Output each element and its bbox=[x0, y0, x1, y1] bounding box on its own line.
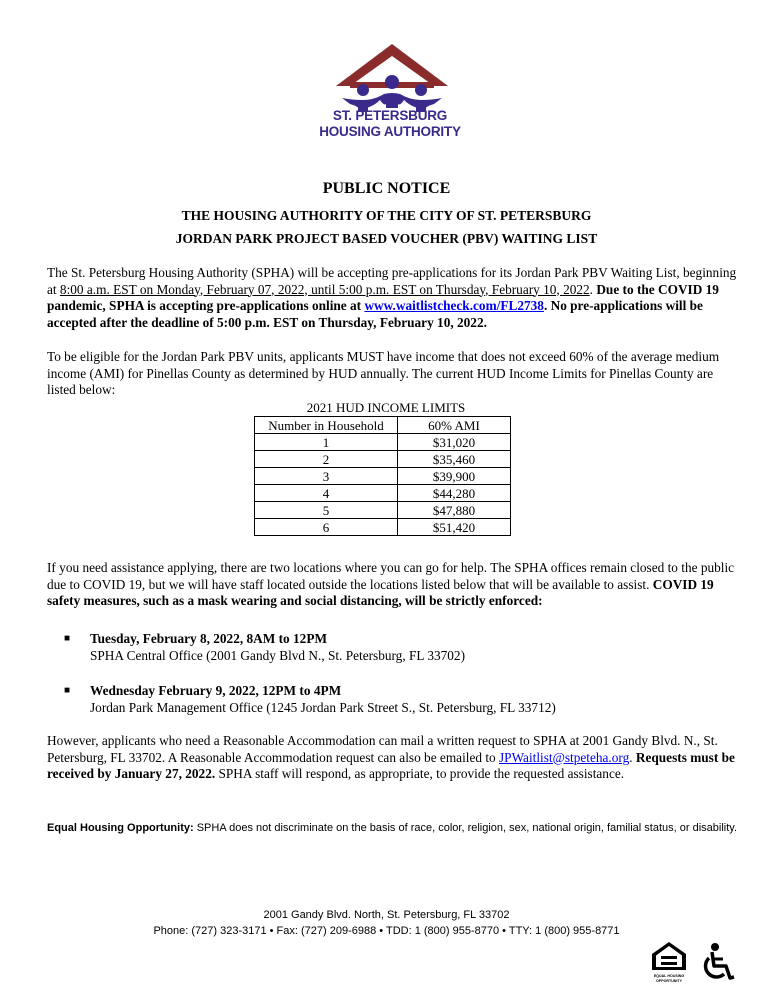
assistance-text: If you need assistance applying, there are two locations where you can go for help. The SPHA offices remain closed to the public due to COVID 19, but we will have staff located outside the locations listed below that will be available to assist. bbox=[47, 560, 735, 592]
location-when: Tuesday, February 8, 2022, 8AM to 12PM bbox=[90, 631, 327, 646]
table-row bbox=[255, 485, 511, 502]
income-limit: $35,460 bbox=[398, 451, 511, 468]
logo-text bbox=[300, 108, 480, 140]
table-row bbox=[255, 451, 511, 468]
location-where: Jordan Park Management Office (1245 Jordan Park Street S., St. Petersburg, FL 33712) bbox=[90, 700, 556, 715]
household-size: 2 bbox=[255, 451, 398, 468]
safety-measures: COVID 19 safety measures, such as a mask wearing and social distancing, will be strictly enforced: bbox=[47, 576, 714, 608]
eho-badge-line-1: EQUAL HOUSING bbox=[653, 974, 685, 978]
income-limit: $39,900 bbox=[398, 468, 511, 485]
household-size: 1 bbox=[255, 434, 398, 451]
header-ami: 60% AMI bbox=[398, 417, 511, 434]
waitlist-link[interactable]: www.waitlistcheck.com/FL2738 bbox=[364, 298, 544, 313]
equal-housing-icon bbox=[650, 940, 688, 985]
accommodation-text: However, applicants who need a Reasonable Accommodation can mail a written request to SPHA at 2001 Gandy Blvd. N., St. Petersburg, FL 33702. A Reasonable Accommodation request can also be emailed to bbox=[47, 733, 718, 765]
table-row bbox=[255, 502, 511, 519]
table-row bbox=[255, 434, 511, 451]
household-size: 3 bbox=[255, 468, 398, 485]
opening-dates: 8:00 a.m. EST on Monday, February 07, 2022, until 5:00 p.m. EST on Thursday, February 10, 2022 bbox=[59, 281, 590, 297]
location-when: Wednesday February 9, 2022, 12PM to 4PM bbox=[90, 683, 342, 698]
intro-sep: . bbox=[589, 281, 597, 297]
household-size: 4 bbox=[255, 485, 398, 502]
logo-line-2: HOUSING AUTHORITY bbox=[319, 124, 461, 139]
wheelchair-icon bbox=[698, 940, 738, 985]
assistance-paragraph bbox=[47, 560, 737, 610]
intro-paragraph bbox=[47, 265, 737, 331]
intro-text: The St. Petersburg Housing Authority (SPHA) will be accepting pre-applications for its Jordan Park PBV Waiting List, beginning at bbox=[47, 265, 737, 297]
eligibility-paragraph: To be eligible for the Jordan Park PBV units, applicants MUST have income that does not exceed 60% of the average medium income (AMI) for Pinellas County as determined by HUD annually. The current HUD Income Limits for Pinellas County are listed below: bbox=[47, 349, 720, 397]
location-where: SPHA Central Office (2001 Gandy Blvd N., St. Petersburg, FL 33702) bbox=[90, 648, 466, 663]
authority-title: THE HOUSING AUTHORITY OF THE CITY OF ST. PETERSBURG bbox=[181, 208, 592, 223]
bullet-square-icon: ■ bbox=[64, 685, 71, 696]
header-household: Number in Household bbox=[255, 417, 398, 434]
table-row bbox=[255, 519, 511, 536]
income-table-caption: 2021 HUD INCOME LIMITS bbox=[306, 400, 466, 415]
notice-title: PUBLIC NOTICE bbox=[322, 180, 451, 197]
eho-text: SPHA does not discriminate on the basis of race, color, religion, sex, national origin, familial status, or disability. bbox=[193, 822, 737, 834]
bullet-square-icon: ■ bbox=[64, 633, 71, 644]
income-limit: $44,280 bbox=[398, 485, 511, 502]
equal-housing-statement bbox=[47, 821, 737, 836]
request-deadline: Requests must be received by January 27, 2022. bbox=[47, 749, 735, 781]
footer-address: 2001 Gandy Blvd. North, St. Petersburg, FL 33702 bbox=[263, 909, 510, 921]
waitlist-title: JORDAN PARK PROJECT BASED VOUCHER (PBV) WAITING LIST bbox=[175, 231, 598, 246]
email-link[interactable]: JPWaitlist@stpeteha.org bbox=[499, 749, 630, 765]
table-row bbox=[255, 468, 511, 485]
household-size: 5 bbox=[255, 502, 398, 519]
income-limit: $51,420 bbox=[398, 519, 511, 536]
accommodation-sep: . bbox=[629, 749, 636, 765]
household-size: 6 bbox=[255, 519, 398, 536]
eho-label: Equal Housing Opportunity: bbox=[47, 822, 194, 834]
covid-notice: Due to the COVID 19 pandemic, SPHA is accepting pre-applications online at bbox=[47, 281, 719, 313]
logo-line-1: ST. PETERSBURG bbox=[332, 108, 448, 123]
accommodation-paragraph bbox=[47, 733, 737, 783]
income-limit: $47,880 bbox=[398, 502, 511, 519]
deadline-notice: . No pre-applications will be accepted after the deadline of 5:00 p.m. EST on Thursday, February 10, 2022. bbox=[47, 298, 703, 330]
accommodation-closing: SPHA staff will respond, as appropriate, to provide the requested assistance. bbox=[215, 766, 625, 781]
eho-badge-line-2: OPPORTUNITY bbox=[656, 979, 682, 983]
income-table bbox=[254, 416, 511, 536]
income-limit: $31,020 bbox=[398, 434, 511, 451]
footer-contacts: Phone: (727) 323-3171 • Fax: (727) 209-6988 • TDD: 1 (800) 955-8770 • TTY: 1 (800) 955-8771 bbox=[153, 925, 620, 937]
table-header-row bbox=[255, 417, 511, 434]
